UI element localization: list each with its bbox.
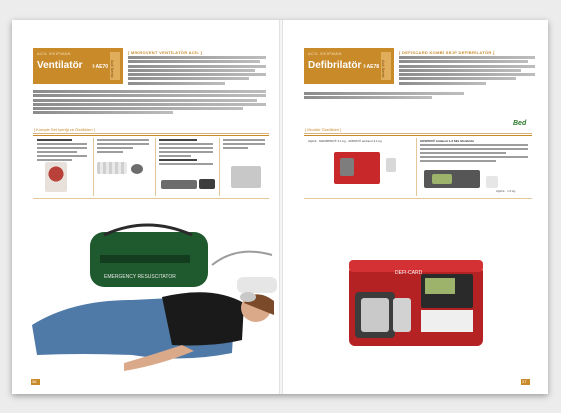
oxygen-tube	[212, 252, 272, 265]
monitor-screen-thumbnail	[432, 174, 452, 184]
rescuer-sleeve	[237, 277, 277, 293]
left-side-tab	[110, 52, 120, 80]
left-side-label: Acil Serisi	[110, 60, 115, 78]
valve-image	[131, 164, 143, 174]
patient-resuscitation-photo	[12, 205, 279, 380]
left-set-contents-label: [ Komple Set İçeriği ve Özellikleri ]	[34, 127, 95, 132]
left-page-number: 36	[31, 379, 40, 385]
defib-printer-strip	[421, 310, 473, 332]
left-rule	[33, 133, 269, 134]
oxygen-cylinder-image	[161, 180, 197, 189]
left-intro-paragraph	[128, 56, 266, 86]
regulator-image	[231, 166, 261, 188]
right-page-number: 37	[521, 379, 530, 385]
right-body-paragraph	[304, 92, 464, 101]
defib-accessory-thumbnail	[386, 158, 396, 172]
accessory-image	[97, 162, 127, 174]
bag-label: EMERGENCY RESUSCITATOR	[104, 274, 176, 280]
resuscitator-mask-image	[45, 162, 67, 192]
right-title: Defibrilatör	[308, 60, 362, 71]
defibrillator-photo	[335, 252, 495, 352]
left-col-3	[159, 139, 213, 167]
paddle-right	[393, 298, 411, 332]
patient-shirt	[162, 292, 244, 345]
right-spec-title: SOSPRO® Ambient 1-3 SEL Monitörlü	[420, 139, 475, 143]
right-rule	[304, 133, 532, 134]
left-product-code: I·AE70	[92, 64, 108, 70]
left-kicker: ACİL EKİPMAN	[37, 51, 71, 56]
left-col-4	[223, 139, 265, 151]
brochure-spread	[12, 20, 548, 394]
cylinder-cap-image	[199, 179, 215, 189]
brand-logo: Bed	[513, 120, 527, 127]
right-side-tab	[381, 52, 391, 80]
left-section-heading: [ MİKROVENT VENTİLATÖR ACİL ]	[128, 50, 203, 55]
left-col-2	[97, 139, 149, 155]
left-title: Ventilatör	[37, 60, 83, 71]
right-page	[283, 20, 548, 394]
right-title-block	[304, 48, 394, 84]
left-product-table	[33, 135, 269, 199]
right-monitor-features-label: [ Monitör Özellikleri ]	[305, 127, 342, 132]
weight-note: Ağırlık · 1.5 kg	[496, 189, 516, 193]
right-section-heading: [ DEFISCARD KOMBİ SEJP DEFİBRİLATÖR ]	[399, 50, 495, 55]
left-page	[12, 20, 279, 394]
left-col-1	[37, 139, 87, 163]
oxygen-mask	[240, 292, 256, 302]
right-intro-paragraph	[399, 56, 535, 86]
defib-screen	[425, 278, 455, 294]
right-product-code: I·AE78	[363, 64, 379, 70]
defib-brand-label: DEFI-CARD	[395, 270, 423, 276]
right-kicker: ACİL EKİPMAN	[308, 51, 342, 56]
defib-paddle-thumbnail	[340, 158, 354, 176]
right-spec-left: Ağırlık · DEFIBPRO® 3.1 kg · ADPRO® ambient 3.1 kg	[308, 139, 382, 143]
right-side-label: Acil Serisi	[381, 60, 386, 78]
right-spec-list	[420, 144, 528, 164]
right-product-table	[304, 135, 532, 199]
left-title-block	[33, 48, 123, 84]
left-body-paragraph	[33, 90, 266, 116]
probe-thumbnail	[486, 176, 498, 188]
